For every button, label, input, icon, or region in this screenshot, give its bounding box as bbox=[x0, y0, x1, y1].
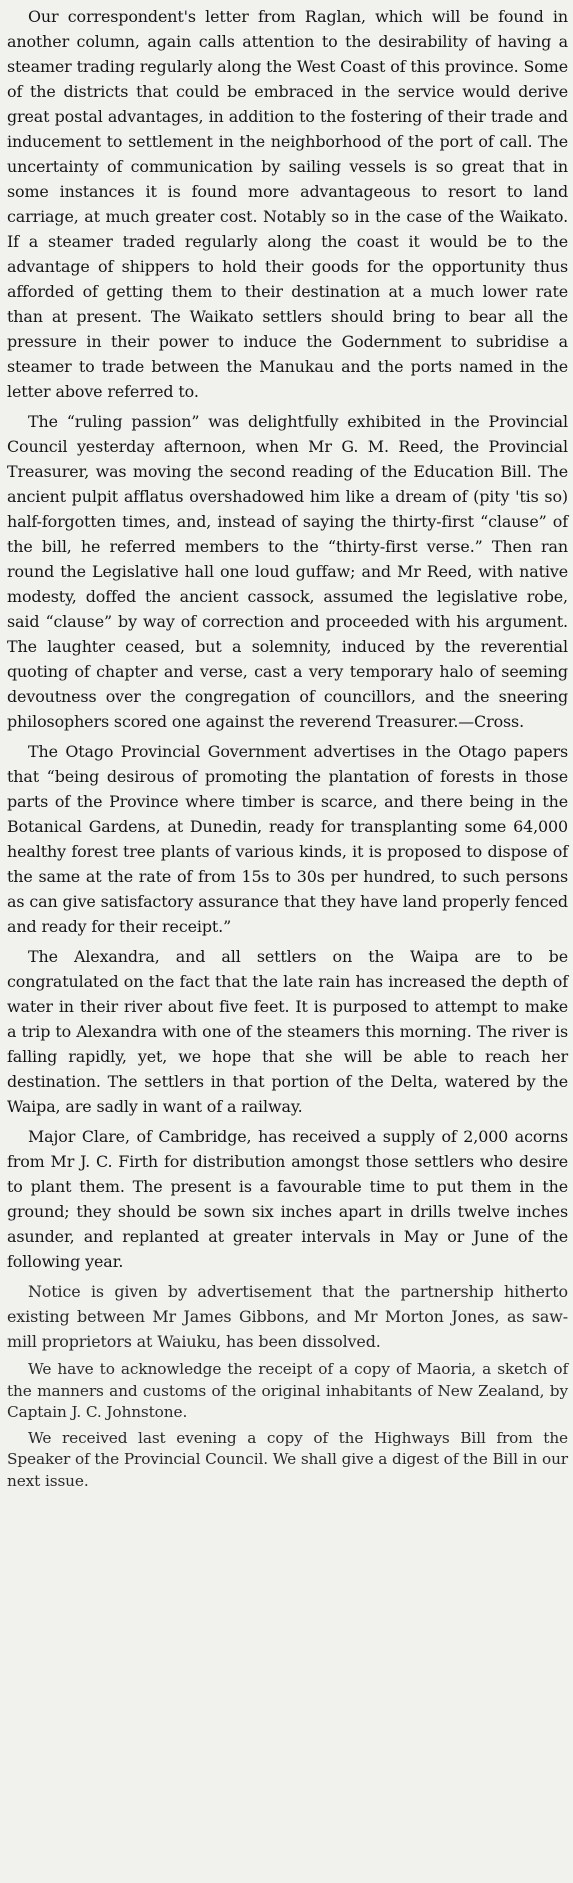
paragraph-ruling-passion: The “ruling passion” was delightfully exhibited in the Provincial Council yesterday afternoon, when Mr G. M. Reed, the Provincial Treasurer, was moving the second reading of the Education Bill. The ancient pulpit afflatus overshadowed him like a dream of (pity 'tis so) half-forgotten times, and, instead of saying the thirty-first “clause” of the bill, he referred members to the “thirty-first verse.” Then ran round the Legislative hall one loud guffaw; and Mr Reed, with native modesty, doffed the ancient cassock, assumed the legislative robe, said “clause” by way of correction and proceeded with his argument. The laughter ceased, but a solemnity, induced by the reverential quoting of chapter and verse, cast a very temporary halo of seeming devoutness over the congregation of councillors, and the sneering philosophers scored one against the reverend Treasurer.—Cross. bbox=[7, 412, 568, 731]
paragraph-partnership-notice: Notice is given by advertisement that the partnership hitherto existing between Mr James Gibbons, and Mr Morton Jones, as saw-mill proprietors at Waiuku, has been dissolved. bbox=[7, 1282, 568, 1351]
paragraph-otago-forest-plants: The Otago Provincial Government advertises in the Otago papers that “being desirous of promoting the plantation of forests in those parts of the Province where timber is scarce, and there being in the Botanical Gardens, at Dunedin, ready for transplanting some 64,000 healthy forest tree plants of various kinds, it is proposed to dispose of the same at the rate of from 15s to 30s per hundred, to such persons as can give satisfactory assurance that they have land properly fenced and ready for their receipt.” bbox=[7, 742, 568, 936]
paragraph-highways-bill: We received last evening a copy of the Highways Bill from the Speaker of the Provincial Council. We shall give a digest of the Bill in our next issue. bbox=[7, 1428, 568, 1490]
paragraph-alexandra-waipa: The Alexandra, and all settlers on the Waipa are to be congratulated on the fact that the late rain has increased the depth of water in their river about five feet. It is purposed to attempt to make a trip to Alexandra with one of the steamers this morning. The river is falling rapidly, yet, we hope that she will be able to reach her destination. The settlers in that portion of the Delta, watered by the Waipa, are sadly in want of a railway. bbox=[7, 947, 568, 1116]
paragraph-major-clare-acorns: Major Clare, of Cambridge, has received a supply of 2,000 acorns from Mr J. C. Firth for distribution amongst those settlers who desire to plant them. The present is a favourable time to put them in the ground; they should be sown six inches apart in drills twelve inches asunder, and replanted at greater intervals in May or June of the following year. bbox=[7, 1127, 568, 1271]
paragraph-maoria-receipt: We have to acknowledge the receipt of a copy of Maoria, a sketch of the manners and customs of the original inhabitants of New Zealand, by Captain J. C. Johnstone. bbox=[7, 1360, 568, 1422]
paragraph-west-coast-steamer: Our correspondent's letter from Raglan, which will be found in another column, again calls attention to the desirability of having a steamer trading regularly along the West Coast of this province. Some of the districts that could be embraced in the service would derive great postal advantages, in addition to the fostering of their trade and inducement to settlement in the neighborhood of the port of call. The uncertainty of communication by sailing vessels is so great that in some instances it is found more advantageous to resort to land carriage, at much greater cost. Notably so in the case of the Waikato. If a steamer traded regularly along the coast it would be to the advantage of shippers to hold their goods for the opportunity thus afforded of getting them to their destination at a much lower rate than at present. The Waikato settlers should bring to bear all the pressure in their power to induce the Godernment to subridise a steamer to trade between the Manukau and the ports named in the letter above referred to. bbox=[7, 7, 568, 401]
